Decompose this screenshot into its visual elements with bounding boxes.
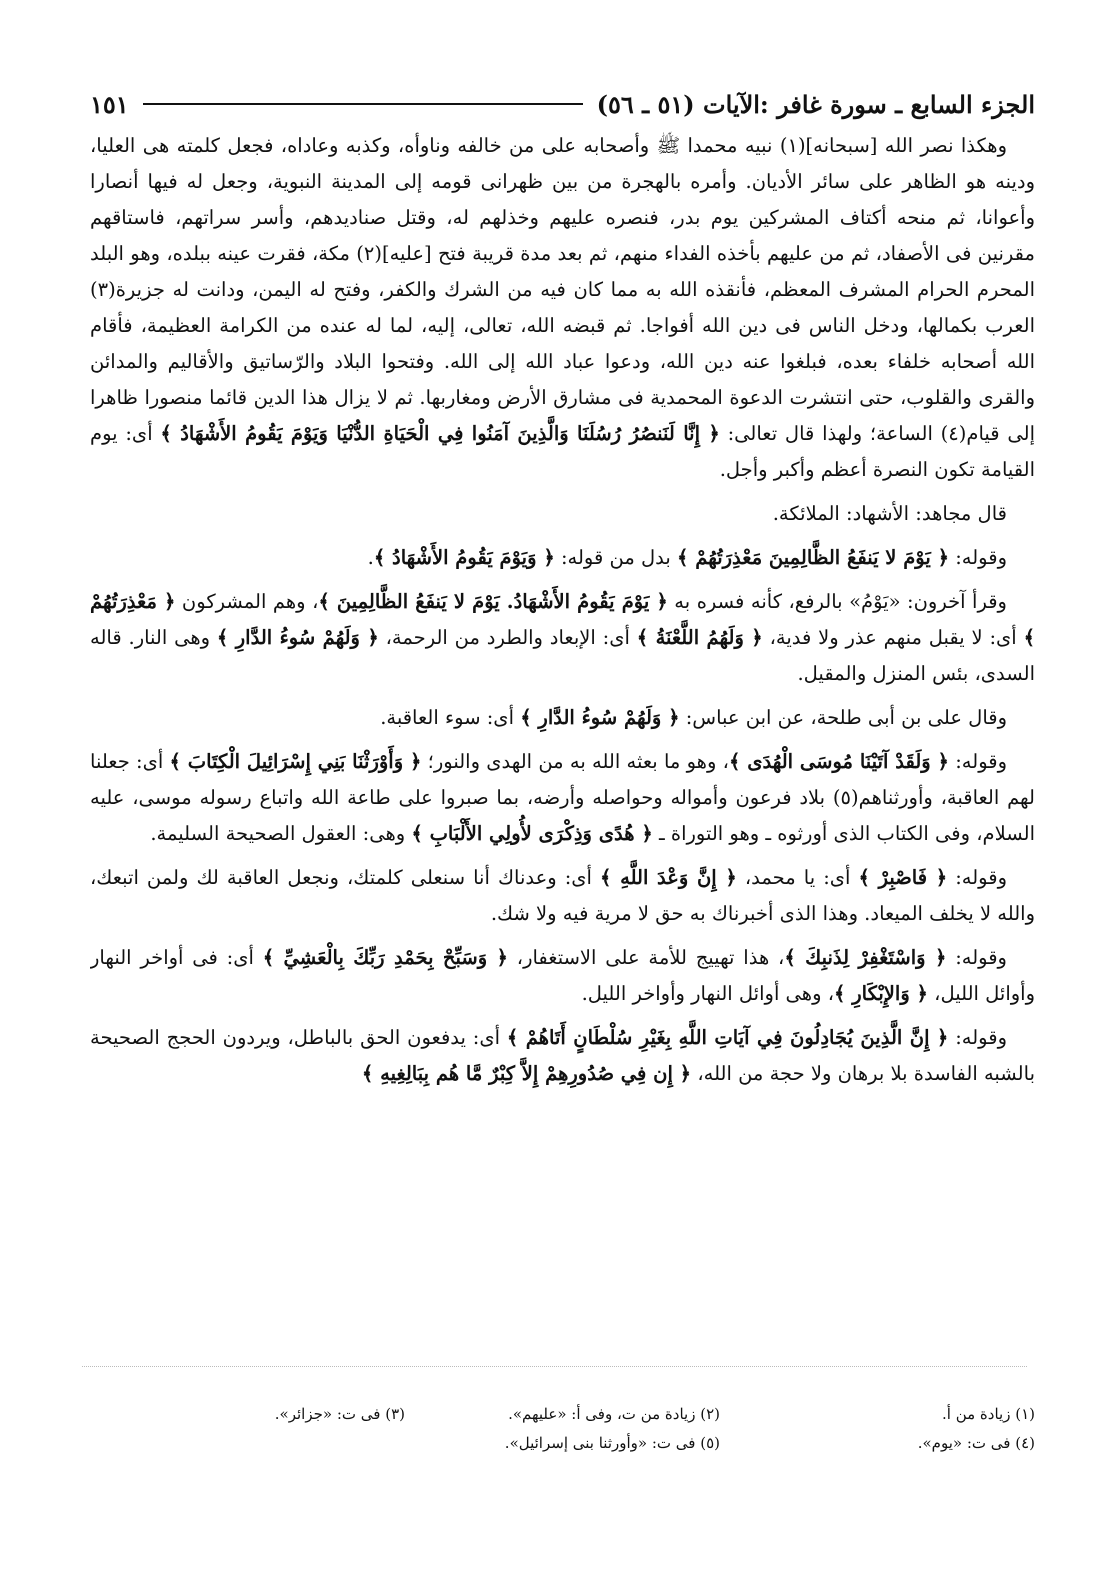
paragraph: وقوله: ﴿ فَاصْبِرْ ﴾ أى: يا محمد، ﴿ إِنَّ وَعْدَ اللَّهِ ﴾ أى: وعدناك أنا سنعلى كلمتك، ونجعل العاقبة لك ولمن اتبعك، والله لا يخلف الميعاد. وهذا الذى أخبرناك به حق لا مرية فيه ولا شك. — [90, 866, 1035, 925]
quran-quote: ﴿ وَاسْتَغْفِرْ لِذَنبِكَ ﴾ — [784, 946, 947, 969]
quran-quote: ﴿ وَلَقَدْ آتَيْنَا مُوسَى الْهُدَى ﴾ — [728, 750, 949, 773]
quran-quote: ﴿ وَلَهُمْ سُوءُ الدَّارِ ﴾ — [216, 626, 379, 649]
quran-quote: ﴿ إِنَّا لَنَنصُرُ رُسُلَنَا وَالَّذِينَ آمَنُوا فِي الْحَيَاةِ الدُّنْيَا وَيَوْمَ يَقُومُ الأَشْهَادُ ﴾ — [160, 422, 720, 445]
quran-quote: ﴿ فَاصْبِرْ ﴾ — [858, 866, 948, 889]
paragraph: وقوله: ﴿ يَوْمَ لا يَنفَعُ الظَّالِمِينَ مَعْذِرَتُهُمْ ﴾ بدل من قوله: ﴿ وَيَوْمَ يَقُومُ الأَشْهَادُ ﴾. — [367, 546, 1007, 569]
quran-quote: ﴿ هُدًى وَذِكْرَى لأُولِي الأَلْبَابِ ﴾ — [411, 822, 653, 845]
quran-quote: ﴿ إِن فِي صُدُورِهِمْ إِلاَّ كِبْرٌ مَّا هُم بِبَالِغِيهِ ﴾ — [361, 1062, 692, 1085]
quran-quote: ﴿ إِنَّ الَّذِينَ يُجَادِلُونَ فِي آيَاتِ اللَّهِ بِغَيْرِ سُلْطَانٍ أَتَاهُمْ ﴾ — [506, 1026, 949, 1049]
page-header — [90, 86, 1035, 122]
footnote-row — [90, 1400, 1035, 1429]
footnote: (٥) فى ت: «وأورثنا بنى إسرائيل». — [504, 1434, 720, 1452]
paragraph: وقال على بن أبى طلحة، عن ابن عباس: ﴿ وَلَهُمْ سُوءُ الدَّارِ ﴾ أى: سوء العاقبة. — [380, 706, 1007, 729]
paragraph: وهكذا نصر الله [سبحانه](١) نبيه محمدا ﷺ وأصحابه على من خالفه وناوأه، وكذبه وعاداه، فجعل كلمته هى العليا، ودينه هو الظاهر على سائر الأديان. وأمره بالهجرة من بين ظهرانى قومه إلى المدينة النبوية، وجعل له فيها أنصارا وأعوانا، ثم منحه أكتاف المشركين يوم بدر، فنصره عليهم وخذلهم له، وقتل صناديدهم، وأسر سراتهم، فاستاقهم مقرنين فى الأصفاد، ثم من عليهم بأخذه الفداء منهم، ثم بعد مدة قريبة فتح [عليه](٢) مكة، فقرت عينه ببلده، وهو البلد المحرم الحرام المشرف المعظم، فأنقذه الله به مما كان فيه من الشرك والكفر، وفتح له اليمن، ودانت له جزيرة(٣) العرب بكمالها، ودخل الناس فى دين الله أفواجا. ثم قبضه الله، تعالى، إليه، لما له عنده من الكرامة العظيمة، فأقام الله أصحابه خلفاء بعده، فبلغوا عنه دين الله، ودعوا عباد الله إلى الله. وفتحوا البلاد والرّساتيق والأقاليم والمدائن والقرى والقلوب، حتى انتشرت الدعوة المحمدية فى مشارق الأرض ومغاربها. ثم لا يزال هذا الدين قائما منصورا ظاهرا إلى قيام(٤) الساعة؛ ولهذا قال تعالى: ﴿ إِنَّا لَنَنصُرُ رُسُلَنَا وَالَّذِينَ آمَنُوا فِي الْحَيَاةِ الدُّنْيَا وَيَوْمَ يَقُومُ الأَشْهَادُ ﴾ أى: يوم القيامة تكون النصرة أعظم وأكبر وأجل. — [90, 134, 1035, 481]
paragraph: وقرأ آخرون: «يَوْمُ» بالرفع، كأنه فسره به ﴿ يَوْمَ يَقُومُ الأَشْهَادُ. يَوْمَ لا يَنفَعُ الظَّالِمِينَ ﴾، وهم المشركون ﴿ مَعْذِرَتُهُمْ ﴾ أى: لا يقبل منهم عذر ولا فدية، ﴿ وَلَهُمُ اللَّعْنَةُ ﴾ أى: الإبعاد والطرد من الرحمة، ﴿ وَلَهُمْ سُوءُ الدَّارِ ﴾ وهى النار. قاله السدى، بئس المنزل والمقيل. — [90, 590, 1035, 685]
quran-quote: ﴿ وَيَوْمَ يَقُومُ الأَشْهَادُ ﴾ — [373, 546, 555, 569]
quran-quote: ﴿ وَالإِبْكَارِ ﴾ — [834, 982, 928, 1005]
quran-quote: ﴿ وَلَهُمْ سُوءُ الدَّارِ ﴾ — [520, 706, 680, 729]
quran-quote: ﴿ مَعْذِرَتُهُمْ ﴾ — [90, 590, 1035, 649]
footnote: (٣) فى ت: «جزائر». — [274, 1405, 405, 1423]
paragraph: وقوله: ﴿ وَاسْتَغْفِرْ لِذَنبِكَ ﴾، هذا تهييج للأمة على الاستغفار، ﴿ وَسَبِّحْ بِحَمْدِ رَبِّكَ بِالْعَشِيِّ ﴾ أى: فى أواخر النهار وأوائل الليل، ﴿ وَالإِبْكَارِ ﴾، وهى أوائل النهار وأواخر الليل. — [90, 946, 1035, 1005]
body-text — [90, 128, 1035, 1358]
footnote-divider — [82, 1366, 1027, 1367]
quran-quote: ﴿ يَوْمَ لا يَنفَعُ الظَّالِمِينَ مَعْذِرَتُهُمْ ﴾ — [677, 546, 950, 569]
page-number: ١٥١ — [90, 89, 129, 119]
paragraph: وقوله: ﴿ وَلَقَدْ آتَيْنَا مُوسَى الْهُدَى ﴾، وهو ما بعثه الله به من الهدى والنور؛ ﴿ وَأَوْرَثْنَا بَنِي إِسْرَائِيلَ الْكِتَابَ ﴾ أى: جعلنا لهم العاقبة، وأورثناهم(٥) بلاد فرعون وأمواله وحواصله وأرضه، بما صبروا على طاعة الله واتباع رسوله موسى، عليه السلام، وفى الكتاب الذى أورثوه ـ وهو التوراة ـ ﴿ هُدًى وَذِكْرَى لأُولِي الأَلْبَابِ ﴾ وهى: العقول الصحيحة السليمة. — [90, 750, 1035, 845]
footnote: (٤) فى ت: «يوم». — [917, 1434, 1035, 1452]
quran-quote: ﴿ وَسَبِّحْ بِحَمْدِ رَبِّكَ بِالْعَشِيِّ ﴾ — [262, 946, 508, 969]
header-rule — [143, 103, 583, 105]
quran-quote: ﴿ وَأَوْرَثْنَا بَنِي إِسْرَائِيلَ الْكِتَابَ ﴾ — [169, 750, 422, 773]
quran-quote: ﴿ وَلَهُمُ اللَّعْنَةُ ﴾ — [636, 626, 763, 649]
footnote-row — [90, 1429, 1035, 1458]
footnote: (٢) زيادة من ت، وفى أ: «عليهم». — [508, 1405, 720, 1423]
running-title: الجزء السابع ـ سورة غافر :الآيات (٥١ ـ ٥٦) — [596, 89, 1035, 119]
quran-quote: ﴿ يَوْمَ يَقُومُ الأَشْهَادُ. يَوْمَ لا يَنفَعُ الظَّالِمِينَ ﴾ — [318, 590, 668, 613]
footnote: (١) زيادة من أ. — [942, 1405, 1035, 1423]
quran-quote: ﴿ إِنَّ وَعْدَ اللَّهِ ﴾ — [600, 866, 737, 889]
paragraph: وقوله: ﴿ إِنَّ الَّذِينَ يُجَادِلُونَ فِي آيَاتِ اللَّهِ بِغَيْرِ سُلْطَانٍ أَتَاهُمْ ﴾ أى: يدفعون الحق بالباطل، ويردون الحجج الصحيحة بالشبه الفاسدة بلا برهان ولا حجة من الله، ﴿ إِن فِي صُدُورِهِمْ إِلاَّ كِبْرٌ مَّا هُم بِبَالِغِيهِ ﴾ — [90, 1026, 1035, 1085]
footnotes — [90, 1400, 1035, 1458]
paragraph: قال مجاهد: الأشهاد: الملائكة. — [772, 502, 1007, 525]
